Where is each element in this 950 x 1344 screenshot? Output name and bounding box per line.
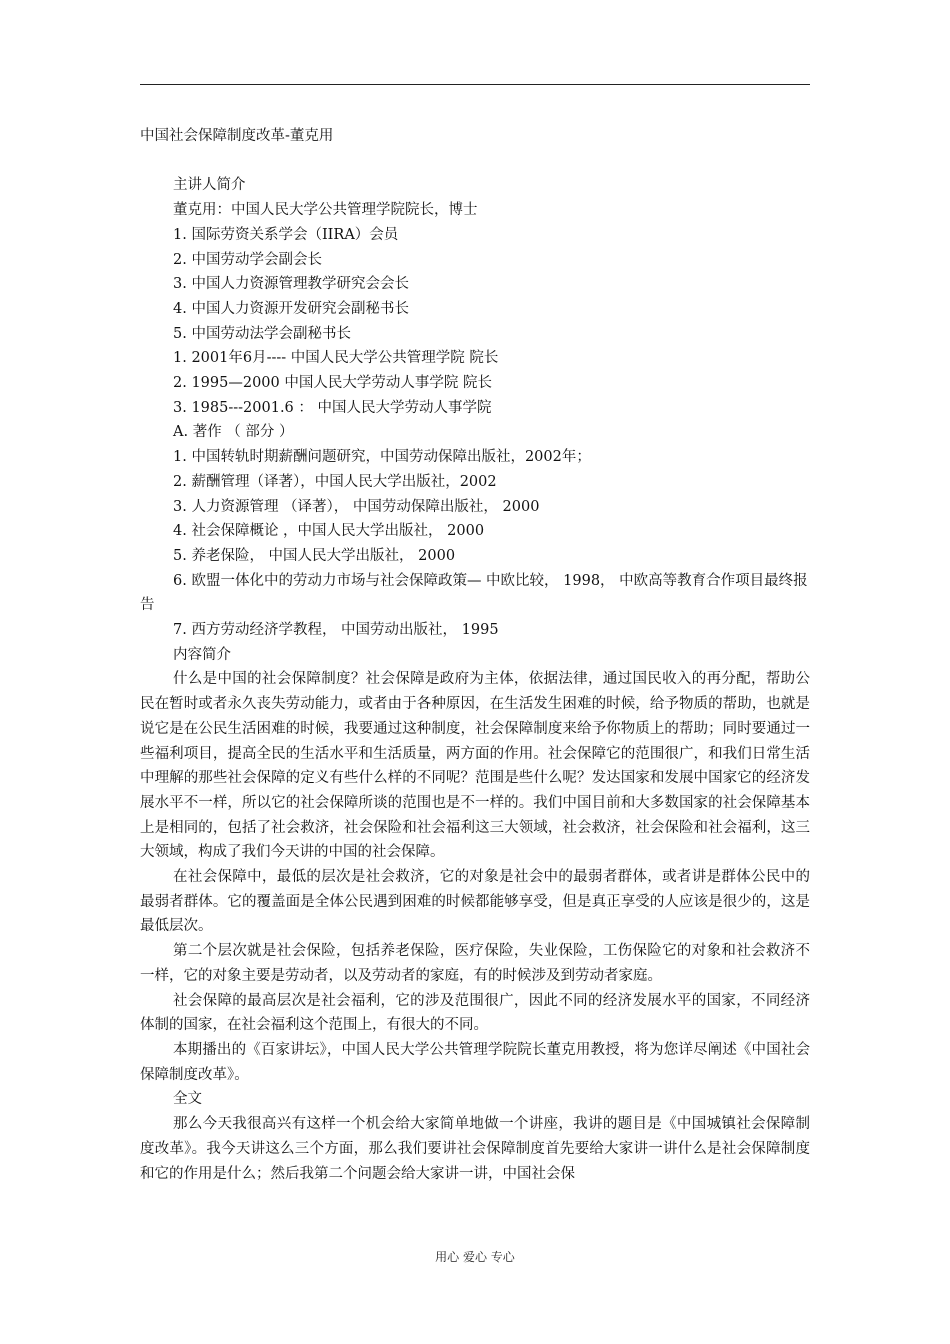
list-item: 2. 1995—2000 中国人民大学劳动人事学院 院长 (173, 375, 492, 392)
content-paragraph: 什么是中国的社会保障制度？社会保障是政府为主体，依据法律，通过国民收入的再分配，帮助公民在暂时或者永久丧失劳动能力，或者由于各种原因，在生活发生困难的时候，给予物质的帮助，也就是说它是在公民生活困难的时候，我要通过这种制度，社会保障制度来给予你物质上的帮助；同时要通过一些福利项目，提高全民的生活水平和生活质量，两方面的作用。社会保障它的范围很广，和我们日常生活中理解的那些社会保障的定义有些什么样的不同呢？范围是些什么呢？发达国家和发展中国家它的经济发展水平不一样，所以它的社会保障所谈的范围也是不一样的。我们中国目前和大多数国家的社会保障基本上是相同的，包括了社会救济，社会保险和社会福利这三大领域，社会救济，社会保险和社会福利，这三大领域，构成了我们今天讲的中国的社会保障。 (140, 671, 810, 861)
list-item: 6. 欧盟一体化中的劳动力市场与社会保障政策— 中欧比较， 1998， 中欧高等教育合作项目最终报告 (140, 572, 808, 614)
list-item: 4. 社会保障概论 ，中国人民大学出版社， 2000 (173, 523, 485, 540)
content-paragraph: 第二个层次就是社会保险，包括养老保险，医疗保险，失业保险，工伤保险它的对象和社会救济不一样，它的对象主要是劳动者，以及劳动者的家庭，有的时候涉及到劳动者家庭。 (140, 943, 810, 984)
content-paragraph: 本期播出的《百家讲坛》，中国人民大学公共管理学院院长董克用教授，将为您详尽阐述《中国社会保障制度改革》。 (140, 1042, 810, 1083)
list-item: 5. 养老保险， 中国人民大学出版社， 2000 (173, 547, 456, 564)
list-item: 4. 中国人力资源开发研究会副秘书长 (173, 300, 409, 317)
speaker-heading: 主讲人简介 (173, 177, 246, 194)
full-text-paragraph: 那么今天我很高兴有这样一个机会给大家简单地做一个讲座，我讲的题目是《中国城镇社会保障制度改革》。我今天讲这么三个方面，那么我们要讲社会保障制度首先要给大家讲一讲什么是社会保障制度和它的作用是什么；然后我第二个问题会给大家讲一讲，中国社会保 (140, 1116, 810, 1182)
document-title: 中国社会保障制度改革-董克用 (140, 128, 334, 144)
list-item: 5. 中国劳动法学会副秘书长 (173, 325, 351, 342)
works-list (140, 445, 810, 643)
memberships-list (140, 223, 810, 347)
career-list (140, 346, 810, 420)
list-item: 1. 国际劳资关系学会（IIRA）会员 (173, 226, 399, 243)
list-item: 1. 中国转轨时期薪酬问题研究，中国劳动保障出版社，2002年； (173, 449, 591, 466)
works-heading: A. 著作 （ 部分 ） (173, 424, 294, 441)
list-item: 7. 西方劳动经济学教程， 中国劳动出版社， 1995 (173, 622, 499, 639)
list-item: 2. 薪酬管理（译著），中国人民大学出版社，2002 (173, 473, 497, 490)
content-paragraph: 社会保障的最高层次是社会福利，它的涉及范围很广，因此不同的经济发展水平的国家，不同经济体制的国家，在社会福利这个范围上，有很大的不同。 (140, 992, 810, 1034)
document-body (140, 124, 810, 1186)
list-item: 3. 人力资源管理 （译著）， 中国劳动保障出版社， 2000 (173, 498, 540, 515)
speaker-line: 董克用：中国人民大学公共管理学院院长，博士 (173, 202, 478, 219)
list-item: 3. 1985---2001.6 ： 中国人民大学劳动人事学院 (173, 399, 492, 416)
content-paragraph: 在社会保障中，最低的层次是社会救济，它的对象是社会中的最弱者群体，或者讲是群体公民中的最弱者群体。它的覆盖面是全体公民遇到困难的时候都能够享受，但是真正享受的人应该是很少的，这是最低层次。 (140, 869, 810, 935)
header-rule (140, 84, 810, 85)
list-item: 3. 中国人力资源管理教学研究会会长 (173, 276, 409, 293)
content-heading: 内容简介 (173, 646, 231, 663)
page-footer: 用心 爱心 专心 (435, 1250, 515, 1264)
full-text-heading: 全文 (173, 1091, 202, 1108)
list-item: 2. 中国劳动学会副会长 (173, 251, 322, 268)
list-item: 1. 2001年6月---- 中国人民大学公共管理学院 院长 (173, 350, 499, 367)
